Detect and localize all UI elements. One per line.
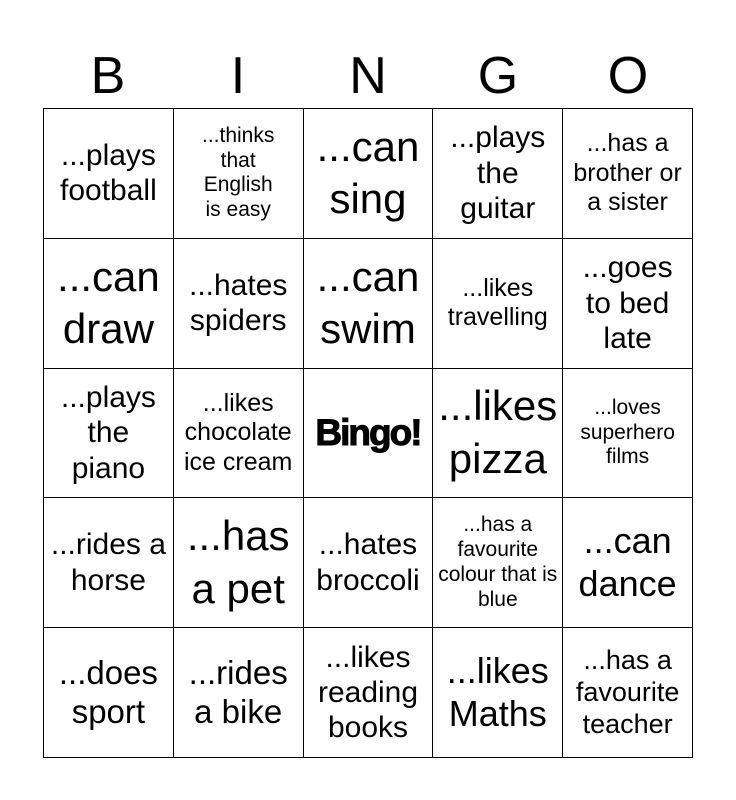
cell-text: ...likes travelling <box>447 273 548 332</box>
bingo-cell-1-5[interactable] <box>563 109 693 239</box>
bingo-cell-3-5[interactable] <box>563 369 693 499</box>
cell-text: ...can swim <box>316 252 420 353</box>
bingo-cell-2-1[interactable] <box>44 239 174 369</box>
cell-text: ...can draw <box>57 252 160 353</box>
bingo-cell-4-3[interactable] <box>304 498 434 628</box>
cell-text: ...can dance <box>578 520 677 604</box>
cell-text: ...has a favourite teacher <box>575 644 680 739</box>
bingo-cell-4-1[interactable] <box>44 498 174 628</box>
cell-text: ...thinks that English is easy <box>202 123 275 222</box>
cell-text: ...has a brother or a sister <box>573 129 682 217</box>
bingo-header <box>43 45 693 107</box>
bingo-cell-2-4[interactable] <box>433 239 563 369</box>
cell-text: ...hates broccoli <box>316 528 420 597</box>
bingo-cell-2-5[interactable] <box>563 239 693 369</box>
bingo-cell-1-4[interactable] <box>433 109 563 239</box>
bingo-cell-1-2[interactable] <box>174 109 304 239</box>
free-space-cell[interactable] <box>304 369 434 499</box>
bingo-board <box>43 108 693 758</box>
cell-text: ...likes reading books <box>317 640 419 745</box>
cell-text: ...goes to bed late <box>582 251 673 355</box>
bingo-cell-5-1[interactable] <box>44 628 174 758</box>
cell-text: ...rides a horse <box>50 528 166 597</box>
bingo-cell-2-3[interactable] <box>304 239 434 369</box>
cell-text: ...has a pet <box>186 512 290 612</box>
bingo-cell-5-5[interactable] <box>563 628 693 758</box>
bingo-cell-3-2[interactable] <box>174 369 304 499</box>
bingo-cell-4-4[interactable] <box>433 498 563 628</box>
cell-text: ...does sport <box>58 653 158 730</box>
bingo-cell-1-3[interactable] <box>304 109 434 239</box>
bingo-cell-3-4[interactable] <box>433 369 563 499</box>
cell-text: ...loves superhero films <box>580 395 675 469</box>
cell-text: ...plays the guitar <box>450 121 546 226</box>
bingo-cell-5-2[interactable] <box>174 628 304 758</box>
header-letter-n: N <box>349 47 387 105</box>
cell-text: ...likes chocolate ice cream <box>184 388 293 476</box>
cell-text: ...hates spiders <box>188 268 288 338</box>
cell-text: ...likes Maths <box>446 650 549 734</box>
bingo-cell-4-2[interactable] <box>174 498 304 628</box>
bingo-cell-5-3[interactable] <box>304 628 434 758</box>
header-letter-i: I <box>230 47 246 105</box>
cell-text: ...can sing <box>316 122 420 223</box>
bingo-cell-4-5[interactable] <box>563 498 693 628</box>
bingo-cell-1-1[interactable] <box>44 109 174 239</box>
free-space-label: Bingo! <box>315 412 421 454</box>
cell-text: ...rides a bike <box>188 653 288 730</box>
bingo-cell-3-1[interactable] <box>44 369 174 499</box>
bingo-cell-2-2[interactable] <box>174 239 304 369</box>
header-letter-g: G <box>477 47 519 105</box>
cell-text: ...has a favourite colour that is blue <box>438 513 558 611</box>
header-letter-b: B <box>90 47 126 105</box>
cell-text: ...plays the piano <box>60 380 156 485</box>
cell-text: ...plays football <box>60 139 157 208</box>
bingo-cell-5-4[interactable] <box>433 628 563 758</box>
header-letter-o: O <box>607 47 649 105</box>
cell-text: ...likes pizza <box>438 382 558 482</box>
